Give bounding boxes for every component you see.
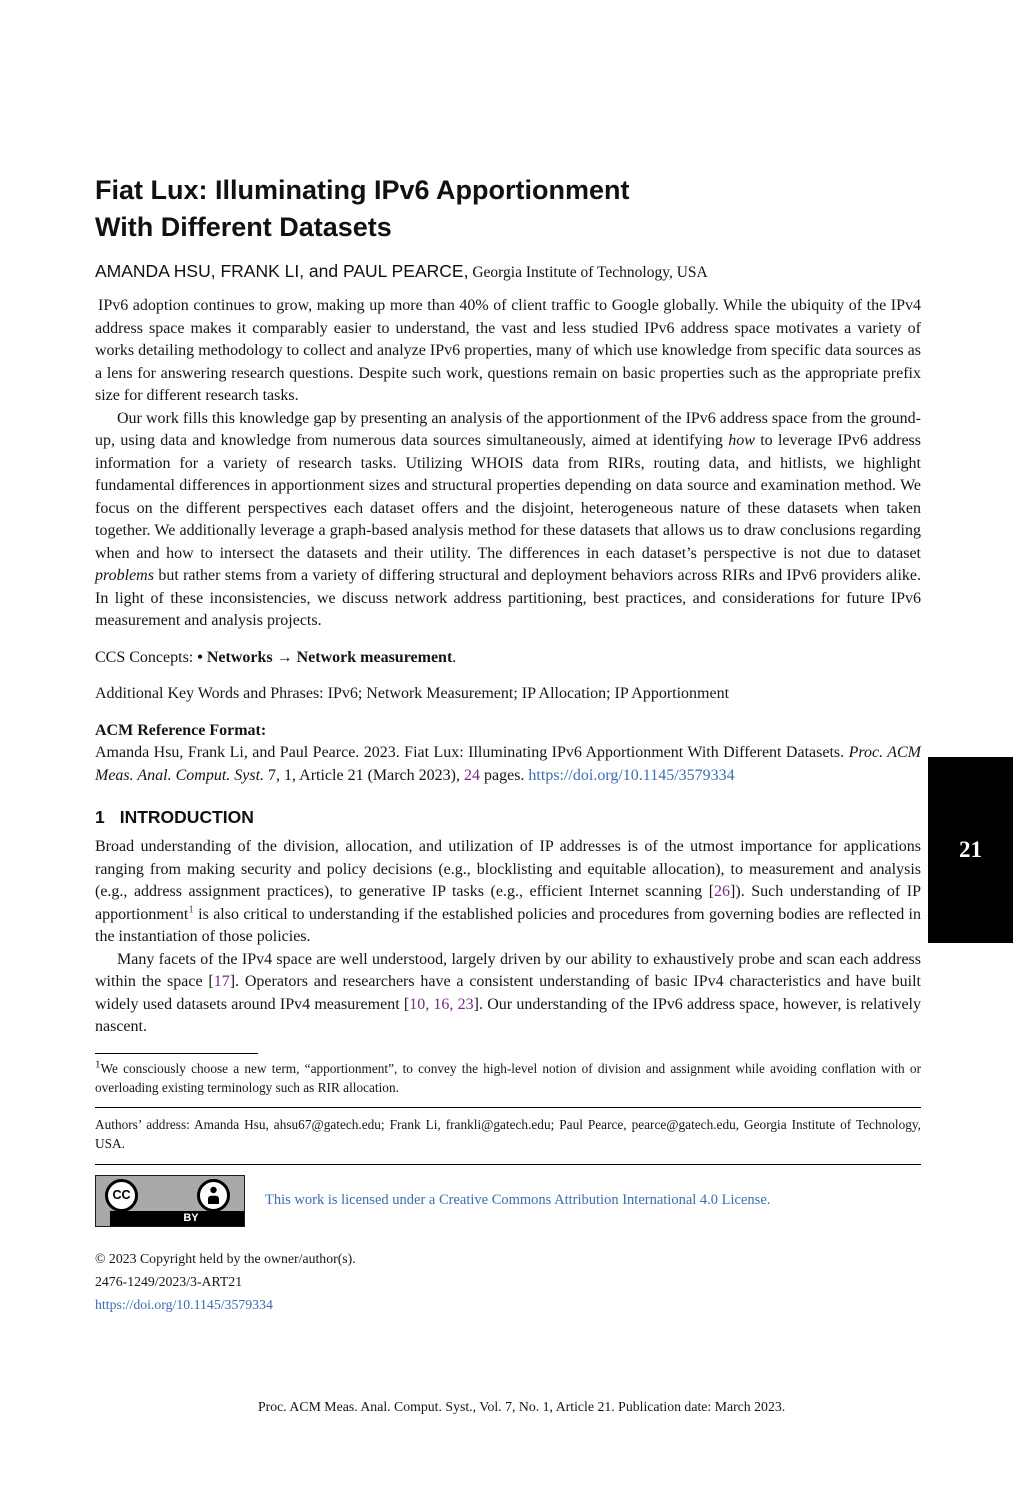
paper-title-line2: With Different Datasets: [95, 212, 392, 242]
section-title: INTRODUCTION: [119, 807, 254, 827]
acm-ref-doi-link[interactable]: https://doi.org/10.1145/3579334: [528, 766, 735, 784]
copyright-line: © 2023 Copyright held by the owner/author(s).: [95, 1250, 356, 1266]
citation-link-26[interactable]: 26: [714, 883, 731, 900]
author-line: [95, 261, 921, 282]
acm-ref-text: [95, 742, 921, 787]
cc-by-label: BY: [110, 1211, 244, 1226]
address-top-rule: [95, 1107, 921, 1108]
ccs-bullet: •: [197, 648, 207, 666]
acm-ref-venue: Proc. ACM Meas. Anal. Comput. Syst.: [95, 744, 922, 784]
keywords-line: Additional Key Words and Phrases: IPv6; Network Measurement; IP Allocation; IP Apportionment: [95, 685, 730, 702]
copyright-block: [95, 1247, 921, 1316]
ccs-prefix: CCS Concepts:: [95, 648, 198, 666]
abstract-p2-italic-problems: problems: [95, 567, 154, 584]
acm-reference-format: [95, 720, 921, 788]
cc-badge-icons: [96, 1176, 244, 1212]
acm-ref-pages-link[interactable]: 24: [463, 766, 480, 784]
footnote-separator-rule: [95, 1053, 258, 1054]
authors-address: Authors’ address: Amanda Hsu, ahsu67@gatech.edu; Frank Li, frankli@gatech.edu; Paul Pearce, pearce@gatech.edu, Georgia Institute of Technology, USA.: [95, 1116, 921, 1151]
footnote-marker: 1: [95, 1058, 101, 1071]
acm-ref-heading: ACM Reference Format:: [95, 721, 267, 739]
ccs-period: .: [452, 648, 457, 666]
license-link[interactable]: This work is licensed under a Creative Commons Attribution International 4.0 License.: [265, 1192, 771, 1208]
author-affiliation: Georgia Institute of Technology, USA: [468, 264, 708, 281]
footnote: [95, 1059, 921, 1097]
article-number-tab: 21: [928, 757, 1013, 943]
intro-p1-text: is also critical to understanding if the established policies and procedures from governing bodies are reflected in the instantiation of those policies.: [95, 905, 921, 945]
cc-icon: CC: [105, 1179, 138, 1212]
abstract-paragraph-2: [95, 408, 921, 633]
intro-p2-text: ]. Operators and researchers have a consistent understanding of basic IPv4 characteristics and have built widely used datasets around IPv4 measurement [: [95, 973, 921, 1013]
paper-title: [95, 172, 921, 246]
citation-link-17[interactable]: 17: [213, 973, 230, 990]
ccs-arrow: →: [272, 648, 297, 666]
acm-ref-citation-text: 7, 1, Article 21 (March 2023),: [264, 766, 464, 784]
intro-p2-text: Many facets of the IPv4 space are well understood, largely driven by our ability to exhaustively probe and scan each address within the space [: [95, 950, 921, 990]
cc-by-badge[interactable]: [95, 1175, 245, 1227]
abstract-p2-italic-how: how: [728, 432, 755, 449]
doi-link[interactable]: https://doi.org/10.1145/3579334: [95, 1296, 273, 1312]
abstract-p2-text: to leverage IPv6 address information for a variety of research tasks. Utilizing WHOIS data from RIRs, routing data, and hitlists, we highlight fundamental differences in apportionment sizes and structural properties depending on data source and examination method. We focus on the different perspectives each dataset offers and the disjoint, heterogeneous nature of these datasets when taken together. We additionally leverage a graph-based analysis method for these datasets that allows us to draw conclusions regarding when and how to intersect the datasets and their utility. The differences in each dataset’s perspective is not due to dataset: [95, 432, 921, 562]
citation-link-10-16-23[interactable]: 10, 16, 23: [409, 995, 474, 1013]
person-icon: [197, 1179, 230, 1212]
footnote-mark-1[interactable]: 1: [188, 903, 194, 916]
text-column: [95, 0, 921, 1316]
intro-p1-text: ]). Such understanding of IP apportionment: [95, 883, 922, 923]
ccs-concepts-line: [95, 647, 921, 670]
ccs-concept-network-measurement[interactable]: Network measurement: [296, 648, 453, 666]
abstract-p2-text: but rather stems from a variety of differing structural and deployment behaviors across RIRs and IPv6 providers alike. In light of these inconsistencies, we discuss network address partitioning, best practices, and considerations for future IPv6 measurement and analysis projects.: [95, 567, 921, 629]
intro-p2-text: ]. Our understanding of the IPv6 address space, however, is relatively nascent.: [95, 995, 921, 1035]
address-bottom-rule: [95, 1164, 921, 1165]
abstract-p2-text: Our work fills this knowledge gap by presenting an analysis of the apportionment of the IPv6 address space from the ground-up, using data and knowledge from numerous data sources simultaneously, aimed at identifying: [95, 409, 921, 449]
acm-ref-citation-text: pages.: [479, 766, 529, 784]
running-footer: Proc. ACM Meas. Anal. Comput. Syst., Vol. 7, No. 1, Article 21. Publication date: March 2023.: [258, 1399, 786, 1414]
intro-p1-text: Broad understanding of the division, allocation, and utilization of IP addresses is of the utmost importance for applications ranging from making security and policy decisions (e.g., blocklisting and equitable allocation), to measurement and analysis (e.g., address assignment practices), to generative IP tasks (e.g., efficient Internet scanning [: [95, 838, 921, 900]
author-names: AMANDA HSU, FRANK LI, and PAUL PEARCE,: [95, 261, 469, 281]
acm-ref-citation-text: Amanda Hsu, Frank Li, and Paul Pearce. 2023. Fiat Lux: Illuminating IPv6 Apportionment With Different Datasets.: [95, 744, 849, 761]
abstract: [95, 295, 921, 633]
footnote-text: We consciously choose a new term, “apportionment”, to convey the high-level notion of division and assignment while avoiding conflation with or overloading existing terminology such as RIR allocation.: [95, 1060, 921, 1095]
ccs-concept-networks[interactable]: Networks: [206, 648, 273, 666]
abstract-paragraph-1: IPv6 adoption continues to grow, making up more than 40% of client traffic to Google globally. While the ubiquity of the IPv4 address space makes it comparably easier to understand, the vast and less studied IPv6 address space motivates a variety of works detailing methodology to collect and analyze IPv6 properties, many of which use knowledge from specific data sources as a lens for answering research questions. Despite such work, questions remain on basic properties such as the appropriate prefix size for different research tasks.: [95, 297, 921, 404]
section-heading-introduction: [95, 807, 921, 828]
intro-paragraph-1: [95, 836, 921, 949]
license-row: [95, 1175, 921, 1227]
issn-line: 2476-1249/2023/3-ART21: [95, 1273, 243, 1289]
introduction-body: [95, 836, 921, 1039]
section-number: 1: [95, 807, 105, 827]
intro-paragraph-2: [95, 949, 921, 1039]
paper-title-line1: Fiat Lux: Illuminating IPv6 Apportionment: [95, 175, 630, 205]
